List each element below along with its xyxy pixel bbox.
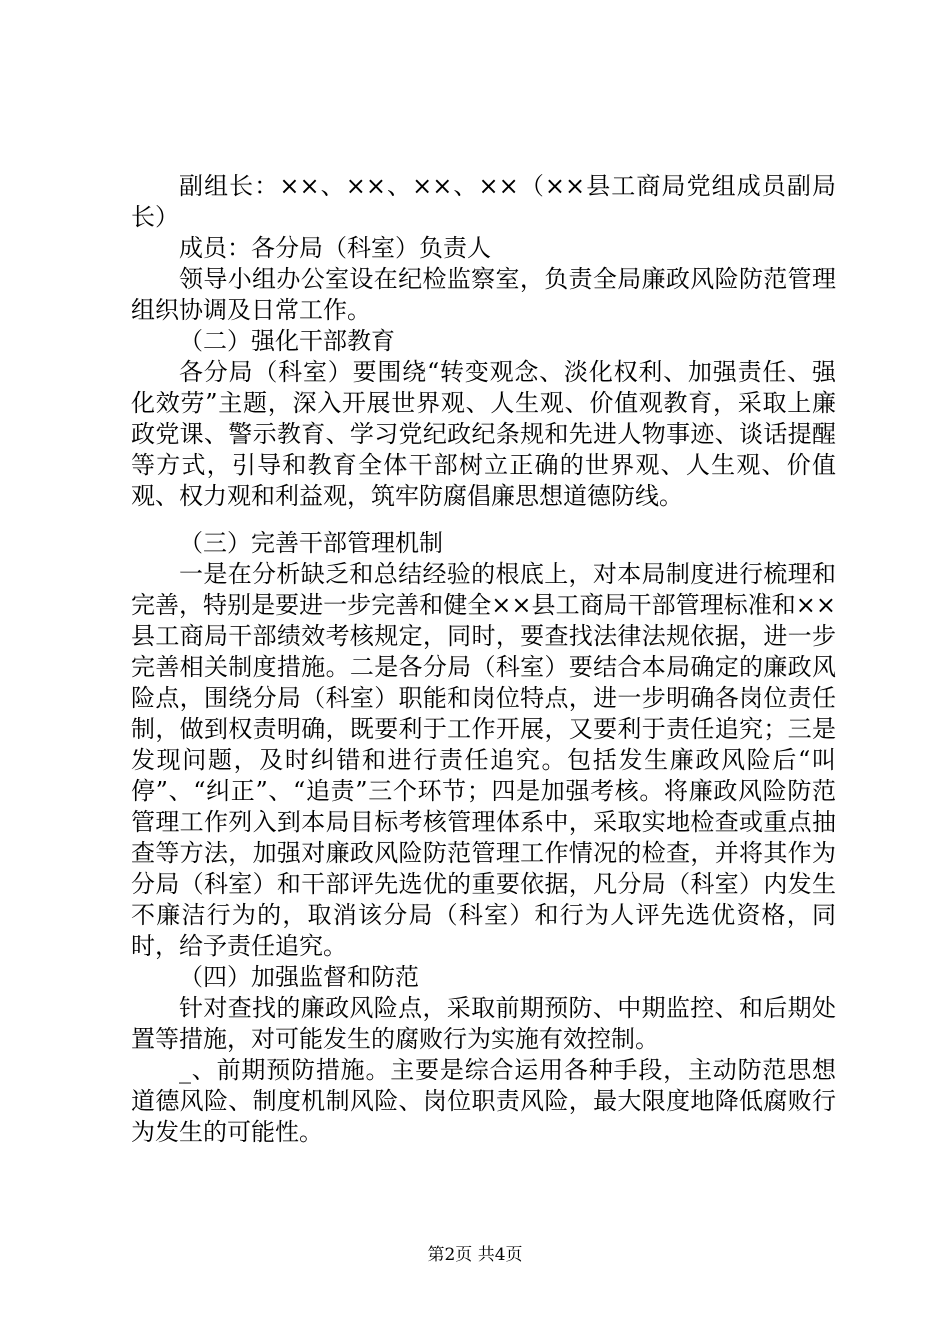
paragraph-prevention: _、前期预防措施。主要是综合运用各种手段，主动防范思想道德风险、制度机制风险、岗位职责风险，最大限度地降低腐败行为发生的可能性。 — [131, 1056, 836, 1146]
paragraph-deputy-leaders: 副组长：××、××、××、××（××县工商局党组成员副局长） — [131, 172, 836, 231]
paragraph-members: 成员：各分局（科室）负责人 — [179, 234, 491, 262]
heading-section-3: （三）完善干部管理机制 — [179, 529, 443, 557]
document-body — [131, 171, 836, 1148]
paragraph-management: 一是在分析缺乏和总结经验的根底上，对本局制度进行梳理和完善，特别是要进一步完善和健全××县工商局干部管理标准和××县工商局干部绩效考核规定，同时，要查找法律法规依据，进一步完善相关制度措施。二是各分局（科室）要结合本局确定的廉政风险点，围绕分局（科室）职能和岗位特点，进一步明确各岗位责任制，做到权责明确，既要利于工作开展，又要利于责任追究；三是发现问题，及时纠错和进行责任追究。包括发生廉政风险后“叫停”、“纠正”、“追责”三个环节；四是加强考核。将廉政风险防范管理工作列入到本局目标考核管理体系中，采取实地检查或重点抽查等方法，加强对廉政风险防范管理工作情况的检查，并将其作为分局（科室）和干部评先选优的重要依据，凡分局（科室）内发生不廉洁行为的，取消该分局（科室）和行为人评先选优资格，同时，给予责任追究。 — [131, 560, 836, 960]
paragraph-supervision: 针对查找的廉政风险点，采取前期预防、中期监控、和后期处置等措施，对可能发生的腐败行为实施有效控制。 — [131, 994, 836, 1053]
page-number-footer: 第2页 共4页 — [427, 1245, 523, 1265]
heading-section-4: （四）加强监督和防范 — [179, 963, 419, 991]
heading-section-2: （二）强化干部教育 — [179, 327, 395, 355]
paragraph-education: 各分局（科室）要围绕“转变观念、淡化权利、加强责任、强化效劳”主题，深入开展世界观、人生观、价值观教育，采取上廉政党课、警示教育、学习党纪政纪条规和先进人物事迹、谈话提醒等方式，引导和教育全体干部树立正确的世界观、人生观、价值观、权力观和利益观，筑牢防腐倡廉思想道德防线。 — [131, 358, 836, 510]
paragraph-office: 领导小组办公室设在纪检监察室，负责全局廉政风险防范管理组织协调及日常工作。 — [131, 265, 836, 324]
